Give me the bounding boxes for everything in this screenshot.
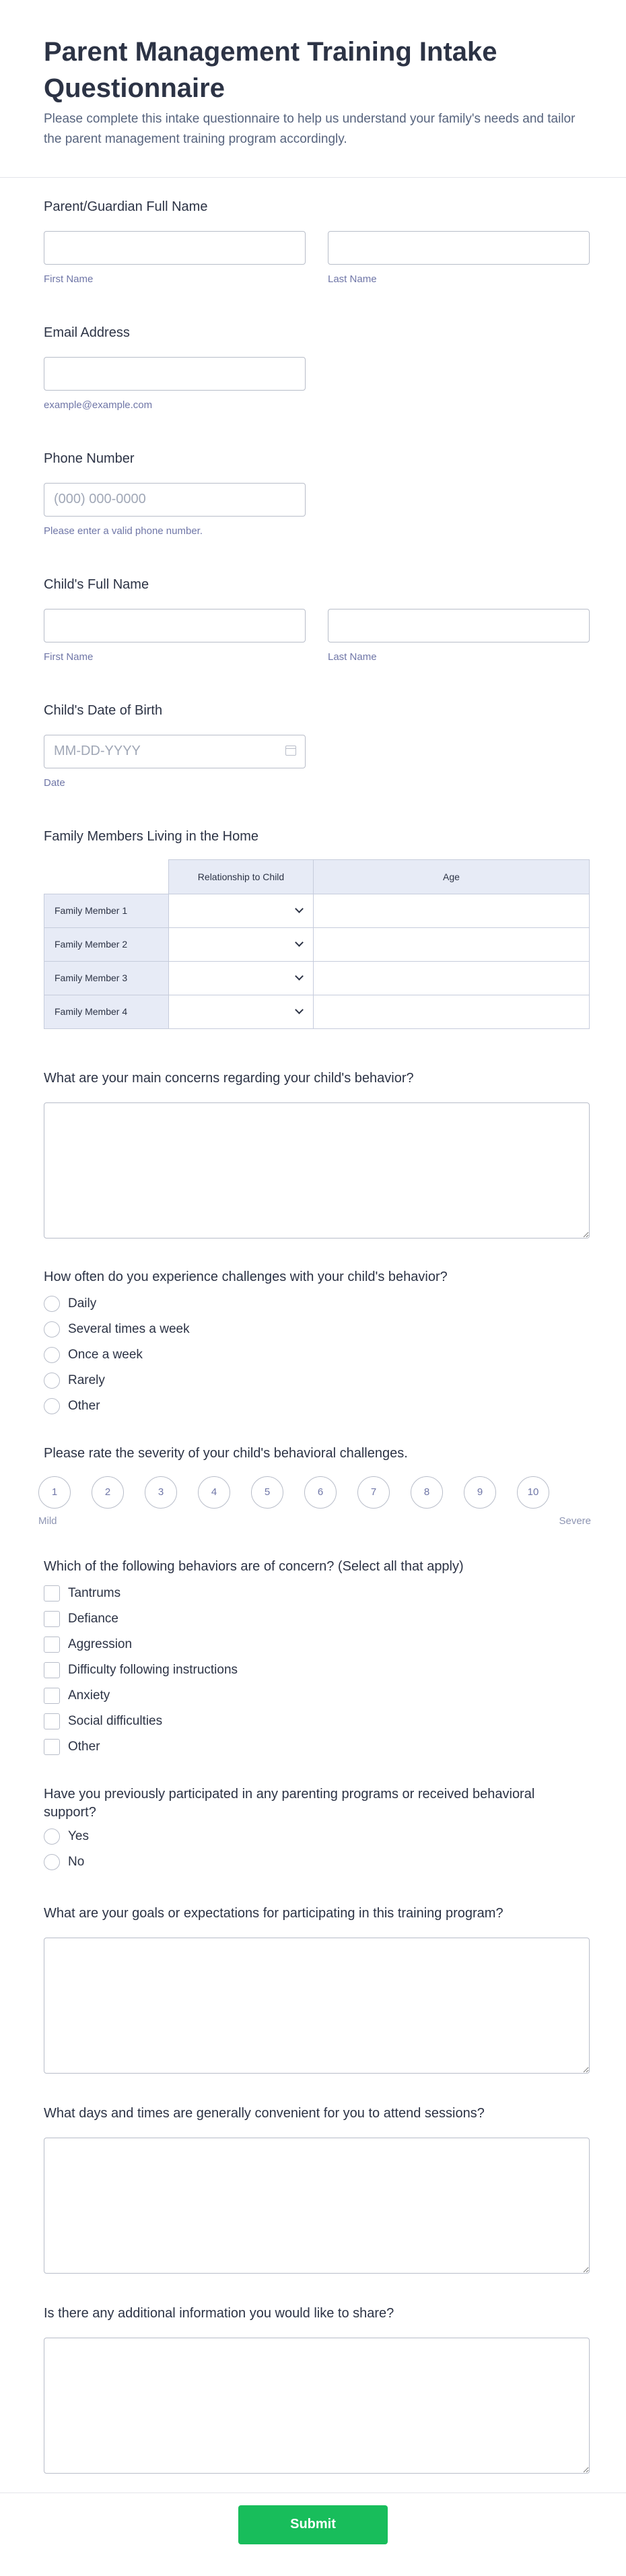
scale-option-7[interactable]: 7 [357, 1476, 390, 1509]
form-title: Parent Management Training Intake Questionnaire [44, 37, 497, 103]
table-row [44, 894, 590, 927]
parent-name-field [44, 198, 582, 285]
radio-label: Other [68, 1399, 100, 1414]
child-dob-label: Child's Date of Birth [44, 702, 163, 718]
child-first-name-sublabel: First Name [44, 651, 94, 663]
age-input[interactable] [314, 961, 590, 995]
radio-circle[interactable] [44, 1398, 60, 1414]
form-header [0, 0, 626, 178]
radio-option-rarely[interactable] [44, 1373, 582, 1389]
email-field [44, 324, 582, 411]
calendar-icon[interactable] [285, 746, 296, 756]
checkbox-box[interactable] [44, 1688, 60, 1704]
checkbox-label: Social difficulties [68, 1714, 163, 1729]
checkbox-label: Aggression [68, 1637, 133, 1652]
parent-last-name-sublabel: Last Name [328, 273, 377, 285]
radio-label: Daily [68, 1296, 97, 1311]
goals-field [44, 1905, 582, 2074]
checkbox-option-aggression[interactable] [44, 1637, 582, 1653]
table-row [44, 961, 590, 995]
scale-option-4[interactable]: 4 [198, 1476, 230, 1509]
table-row [44, 927, 590, 961]
concerns-textarea[interactable] [44, 1102, 590, 1239]
checkbox-option-anxiety[interactable] [44, 1688, 582, 1705]
child-dob-input[interactable] [44, 735, 306, 768]
radio-option-other[interactable] [44, 1398, 582, 1415]
scale-option-3[interactable]: 3 [145, 1476, 177, 1509]
radio-label: Once a week [68, 1348, 143, 1362]
child-last-name-sublabel: Last Name [328, 651, 377, 663]
phone-input[interactable] [44, 483, 306, 517]
checkbox-option-defiance[interactable] [44, 1611, 582, 1628]
chevron-down-icon [295, 938, 304, 947]
checkbox-box[interactable] [44, 1739, 60, 1755]
radio-circle[interactable] [44, 1321, 60, 1337]
chevron-down-icon [295, 904, 304, 913]
radio-option-daily[interactable] [44, 1296, 582, 1313]
child-first-name-input[interactable] [44, 609, 306, 642]
checkbox-box[interactable] [44, 1662, 60, 1678]
behaviors-field [44, 1558, 582, 1756]
scale-option-2[interactable]: 2 [92, 1476, 124, 1509]
child-name-label: Child's Full Name [44, 576, 149, 592]
availability-textarea[interactable] [44, 2138, 590, 2274]
additional-info-label: Is there any additional information you would like to share? [44, 2305, 394, 2321]
radio-circle[interactable] [44, 1296, 60, 1312]
radio-circle[interactable] [44, 1373, 60, 1389]
phone-field [44, 450, 582, 537]
parent-first-name-sublabel: First Name [44, 273, 94, 285]
radio-option-no[interactable] [44, 1854, 582, 1871]
behaviors-label: Which of the following behaviors are of concern? (Select all that apply) [44, 1558, 464, 1574]
age-input[interactable] [314, 894, 590, 927]
radio-label: Several times a week [68, 1322, 190, 1337]
matrix-row-label: Family Member 2 [44, 927, 169, 961]
matrix-row-label: Family Member 1 [44, 894, 169, 927]
scale-option-9[interactable]: 9 [464, 1476, 496, 1509]
family-members-table [44, 859, 590, 1029]
child-name-field [44, 576, 582, 663]
radio-option-several-times[interactable] [44, 1321, 582, 1338]
scale-option-1[interactable]: 1 [38, 1476, 71, 1509]
previous-programs-field [44, 1785, 582, 1871]
matrix-corner [44, 859, 169, 894]
email-label: Email Address [44, 325, 130, 340]
previous-programs-label: Have you previously participated in any parenting programs or received behavioral support? [44, 1786, 535, 1820]
email-sublabel: example@example.com [44, 399, 153, 411]
checkbox-box[interactable] [44, 1713, 60, 1729]
checkbox-label: Defiance [68, 1612, 118, 1626]
scale-min-label: Mild [38, 1515, 57, 1527]
radio-circle[interactable] [44, 1347, 60, 1363]
radio-circle[interactable] [44, 1828, 60, 1845]
phone-sublabel: Please enter a valid phone number. [44, 525, 203, 537]
radio-circle[interactable] [44, 1854, 60, 1870]
child-last-name-input[interactable] [328, 609, 590, 642]
concerns-field [44, 1069, 582, 1239]
severity-field [38, 1445, 591, 1527]
matrix-row-label: Family Member 3 [44, 961, 169, 995]
child-dob-sublabel: Date [44, 777, 65, 789]
radio-label: Rarely [68, 1373, 105, 1388]
radio-label: No [68, 1855, 85, 1870]
severity-scale [38, 1476, 582, 1509]
chevron-down-icon [295, 1005, 304, 1014]
goals-textarea[interactable] [44, 1938, 590, 2074]
checkbox-box[interactable] [44, 1611, 60, 1627]
severity-label: Please rate the severity of your child's behavioral challenges. [44, 1445, 408, 1461]
checkbox-label: Other [68, 1740, 100, 1754]
scale-option-10[interactable]: 10 [517, 1476, 549, 1509]
relationship-select[interactable] [169, 961, 314, 995]
checkbox-option-tantrums[interactable] [44, 1585, 582, 1602]
family-members-label: Family Members Living in the Home [44, 828, 258, 844]
scale-option-5[interactable]: 5 [251, 1476, 283, 1509]
matrix-header-relationship: Relationship to Child [169, 859, 314, 894]
age-input[interactable] [314, 995, 590, 1028]
additional-info-textarea[interactable] [44, 2338, 590, 2474]
checkbox-box[interactable] [44, 1637, 60, 1653]
radio-option-once-a-week[interactable] [44, 1347, 582, 1364]
checkbox-label: Anxiety [68, 1688, 110, 1703]
availability-field [44, 2105, 582, 2274]
checkbox-label: Tantrums [68, 1586, 121, 1601]
family-members-field [44, 828, 582, 1029]
availability-label: What days and times are generally convenient for you to attend sessions? [44, 2105, 485, 2121]
phone-label: Phone Number [44, 451, 135, 466]
matrix-header-age: Age [314, 859, 590, 894]
chevron-down-icon [295, 972, 304, 981]
parent-first-name-input[interactable] [44, 231, 306, 265]
goals-label: What are your goals or expectations for participating in this training program? [44, 1905, 503, 1921]
checkbox-box[interactable] [44, 1585, 60, 1601]
parent-name-label: Parent/Guardian Full Name [44, 199, 208, 214]
scale-option-8[interactable]: 8 [411, 1476, 443, 1509]
submit-button[interactable]: Submit [238, 2505, 388, 2544]
form-body [0, 178, 626, 2474]
form-description: Please complete this intake questionnaire to help us understand your family's needs and tailor the parent management training program accordingly. [44, 112, 576, 147]
parent-last-name-input[interactable] [328, 231, 590, 265]
table-row [44, 995, 590, 1028]
additional-info-field [44, 2305, 582, 2474]
checkbox-option-difficulty[interactable] [44, 1662, 582, 1679]
child-dob-field [44, 702, 582, 789]
matrix-row-label: Family Member 4 [44, 995, 169, 1028]
relationship-select[interactable] [169, 927, 314, 961]
email-input[interactable] [44, 357, 306, 391]
relationship-select[interactable] [169, 894, 314, 927]
frequency-field [44, 1268, 582, 1415]
form-footer [0, 2492, 626, 2576]
radio-label: Yes [68, 1829, 89, 1844]
concerns-label: What are your main concerns regarding your child's behavior? [44, 1070, 414, 1086]
frequency-label: How often do you experience challenges with your child's behavior? [44, 1269, 448, 1284]
radio-option-yes[interactable] [44, 1828, 582, 1845]
checkbox-option-other[interactable] [44, 1739, 582, 1756]
scale-option-6[interactable]: 6 [304, 1476, 337, 1509]
checkbox-option-social[interactable] [44, 1713, 582, 1730]
relationship-select[interactable] [169, 995, 314, 1028]
age-input[interactable] [314, 927, 590, 961]
scale-max-label: Severe [559, 1515, 591, 1527]
checkbox-label: Difficulty following instructions [68, 1663, 238, 1678]
